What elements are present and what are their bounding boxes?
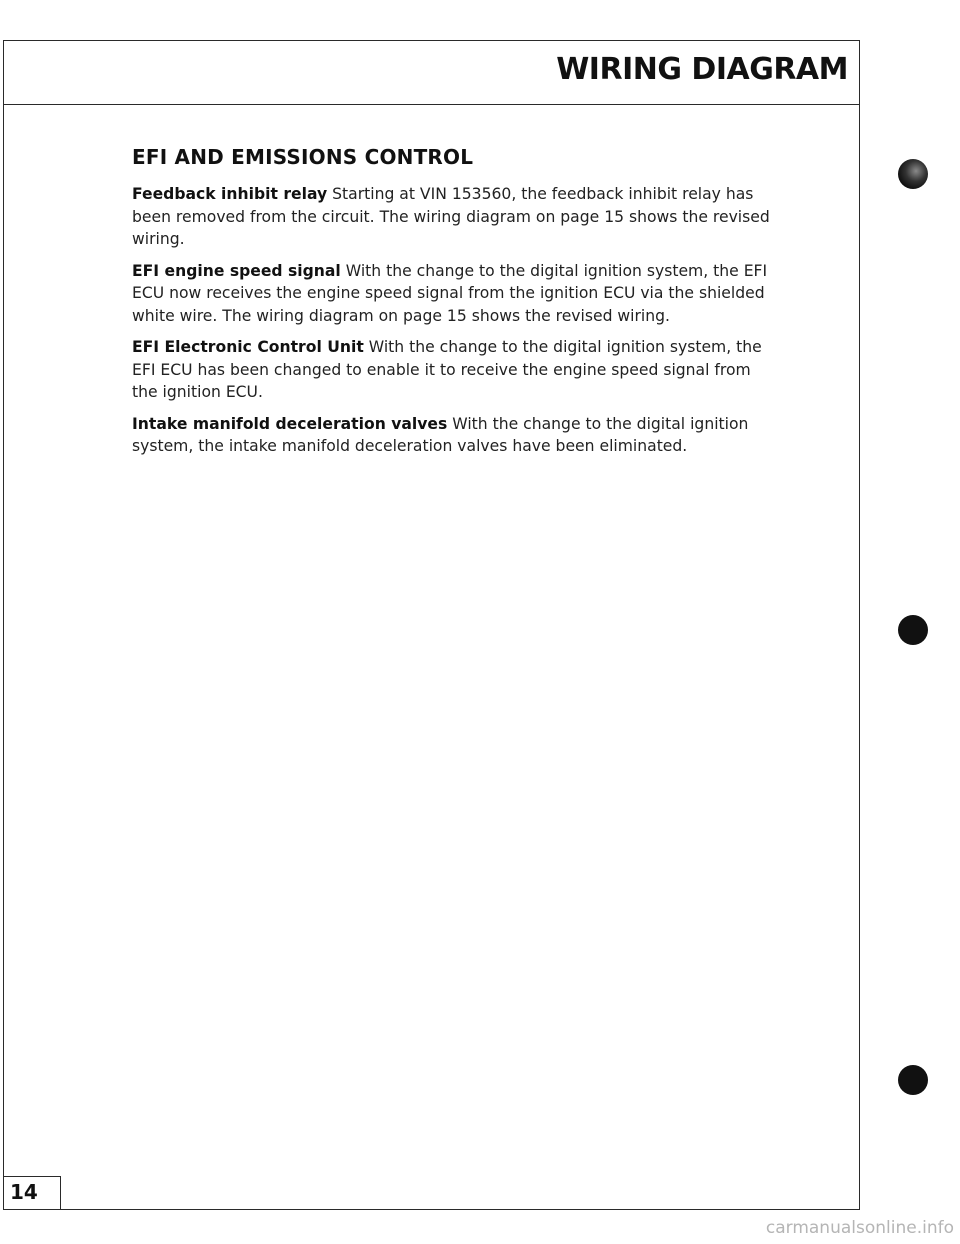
watermark: carmanualsonline.info: [765, 1218, 954, 1238]
main-content: [132, 145, 772, 467]
paragraph-term: Intake manifold deceleration valves: [132, 414, 448, 433]
paragraph-text: With the change to the digital ignition system, the EFI ECU has been changed to enable it to receive the engine speed signal from the ignition ECU.: [132, 338, 762, 401]
paragraph-term: EFI Electronic Control Unit: [132, 338, 364, 356]
paragraph-term: EFI engine speed signal: [132, 261, 341, 280]
page-number: 14: [10, 1180, 38, 1204]
paragraph-text: With the change to the digital ignition system, the EFI ECU now receives the engine speed signal from the ignition ECU via the shielded white wire. The wiring diagram on page 15 shows the revised wiring.: [132, 261, 768, 325]
section-title: WIRING DIAGRAM: [556, 52, 848, 87]
header-rule: [3, 104, 860, 105]
binder-hole-top: [898, 159, 928, 189]
paragraph-text: Starting at VIN 153560, the feedback inhibit relay has been removed from the circuit. The wiring diagram on page 15 shows the revised wiring.: [132, 185, 770, 248]
paragraph-term: Feedback inhibit relay: [132, 185, 328, 203]
paragraph-efi-engine-speed-signal: [132, 260, 772, 328]
binder-hole-middle: [898, 615, 928, 645]
section-heading: EFI AND EMISSIONS CONTROL: [132, 145, 474, 169]
paragraph-efi-electronic-control-unit: [132, 336, 772, 404]
paragraph-intake-manifold-deceleration-valves: [132, 413, 772, 458]
paragraph-text: With the change to the digital ignition system, the intake manifold deceleration valves have been eliminated.: [132, 414, 749, 455]
binder-hole-bottom: [898, 1065, 928, 1095]
paragraph-feedback-inhibit-relay: [132, 183, 772, 251]
